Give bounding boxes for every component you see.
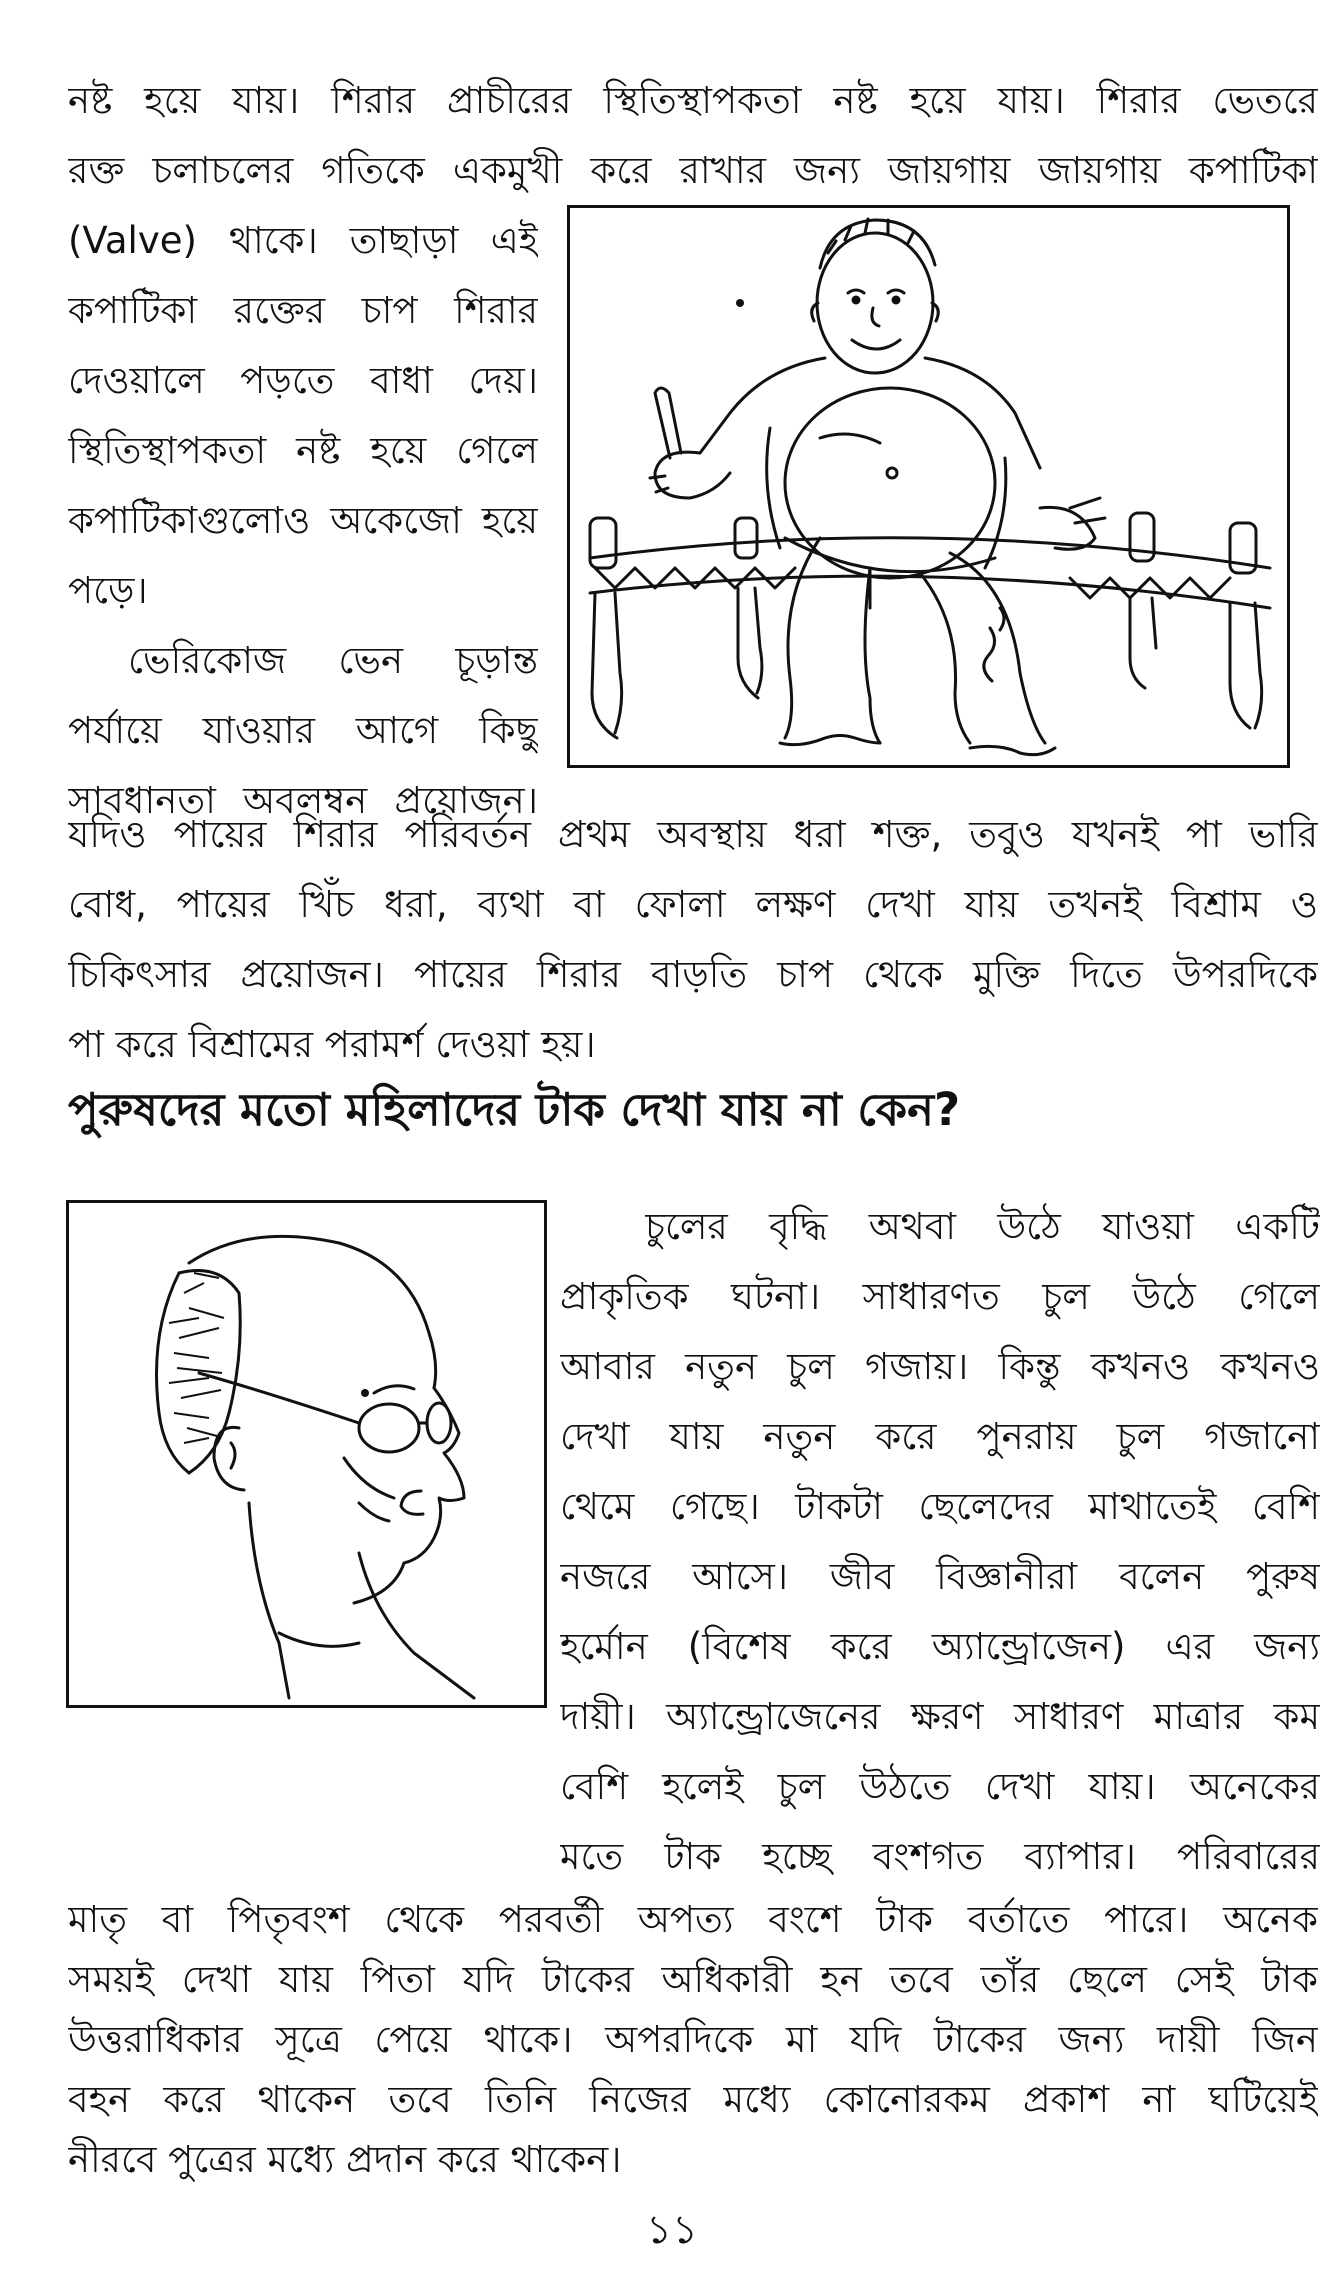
paragraph-line: দেখা যায় নতুন করে পুনরায় চুল গজানো xyxy=(560,1415,1320,1458)
paragraph-line: আবার নতুন চুল গজায়। কিন্তু কখনও কখনও xyxy=(560,1345,1320,1388)
paragraph-line: বেশি হলেই চুল উঠতে দেখা যায়। অনেকের xyxy=(560,1765,1320,1808)
paragraph-line: বহন করে থাকেন তবে তিনি নিজের মধ্যে কোনোরকম প্রকাশ না ঘটিয়েই xyxy=(68,2078,1318,2121)
man-on-cot-drawing xyxy=(570,208,1287,765)
paragraph-line: বোধ, পায়ের খিঁচ ধরা, ব্যথা বা ফোলা লক্ষণ দেখা যায় তখনই বিশ্রাম ও xyxy=(68,883,1318,926)
paragraph-line: দায়ী। অ্যান্ড্রোজেনের ক্ষরণ সাধারণ মাত্রার কম xyxy=(560,1695,1320,1738)
paragraph-line: নীরবে পুত্রের মধ্যে প্রদান করে থাকেন। xyxy=(68,2138,622,2181)
paragraph-line: মাতৃ বা পিতৃবংশ থেকে পরবর্তী অপত্য বংশে টাক বর্তাতে পারে। অনেক xyxy=(68,1898,1318,1941)
paragraph-line: ভেরিকোজ ভেন চূড়ান্ত xyxy=(128,639,538,682)
paragraph-line: হর্মোন (বিশেষ করে অ্যান্ড্রোজেন) এর জন্য xyxy=(560,1625,1320,1668)
bald-man-drawing xyxy=(69,1203,544,1705)
paragraph-line: উত্তরাধিকার সূত্রে পেয়ে থাকে। অপরদিকে মা যদি টাকের জন্য দায়ী জিন xyxy=(68,2018,1318,2061)
paragraph-line: মতে টাক হচ্ছে বংশগত ব্যাপার। পরিবারের xyxy=(560,1835,1320,1878)
paragraph-line: কপাটিকাগুলোও অকেজো হয়ে xyxy=(68,499,538,542)
paragraph-line: পর্যায়ে যাওয়ার আগে কিছু xyxy=(68,709,538,752)
section-heading: পুরুষদের মতো মহিলাদের টাক দেখা যায় না কেন? xyxy=(68,1083,961,1136)
paragraph-line: চুলের বৃদ্ধি অথবা উঠে যাওয়া একটি xyxy=(645,1205,1320,1248)
paragraph-line: নজরে আসে। জীব বিজ্ঞানীরা বলেন পুরুষ xyxy=(560,1555,1320,1598)
paragraph-line: পা করে বিশ্রামের পরামর্শ দেওয়া হয়। xyxy=(68,1023,596,1066)
page-number: ১১ xyxy=(646,2207,698,2253)
paragraph-line: চিকিৎসার প্রয়োজন। পায়ের শিরার বাড়তি চাপ থেকে মুক্তি দিতে উপরদিকে xyxy=(68,953,1318,996)
paragraph-line: (Valve) থাকে। তাছাড়া এই xyxy=(68,219,538,262)
paragraph-line: কপাটিকা রক্তের চাপ শিরার xyxy=(68,289,538,332)
paragraph-line: থেমে গেছে। টাকটা ছেলেদের মাথাতেই বেশি xyxy=(560,1485,1320,1528)
paragraph-line: প্রাকৃতিক ঘটনা। সাধারণত চুল উঠে গেলে xyxy=(560,1275,1320,1318)
paragraph-line: স্থিতিস্থাপকতা নষ্ট হয়ে গেলে xyxy=(68,429,538,472)
illustration-bald-man-profile xyxy=(66,1200,547,1708)
paragraph-line: রক্ত চলাচলের গতিকে একমুখী করে রাখার জন্য জায়গায় জায়গায় কপাটিকা xyxy=(68,149,1318,192)
illustration-man-on-cot xyxy=(567,205,1290,768)
paragraph-line: নষ্ট হয়ে যায়। শিরার প্রাচীরের স্থিতিস্থাপকতা নষ্ট হয়ে যায়। শিরার ভেতরে xyxy=(68,79,1318,122)
paragraph-line: দেওয়ালে পড়তে বাধা দেয়। xyxy=(68,359,538,402)
paragraph-line: যদিও পায়ের শিরার পরিবর্তন প্রথম অবস্থায় ধরা শক্ত, তবুও যখনই পা ভারি xyxy=(68,813,1318,856)
paragraph-line: পড়ে। xyxy=(68,569,148,612)
paragraph-line: সাবধানতা অবলম্বন প্রয়োজন। xyxy=(68,779,538,822)
paragraph-line: সময়ই দেখা যায় পিতা যদি টাকের অধিকারী হন তবে তাঁর ছেলে সেই টাক xyxy=(68,1958,1318,2001)
